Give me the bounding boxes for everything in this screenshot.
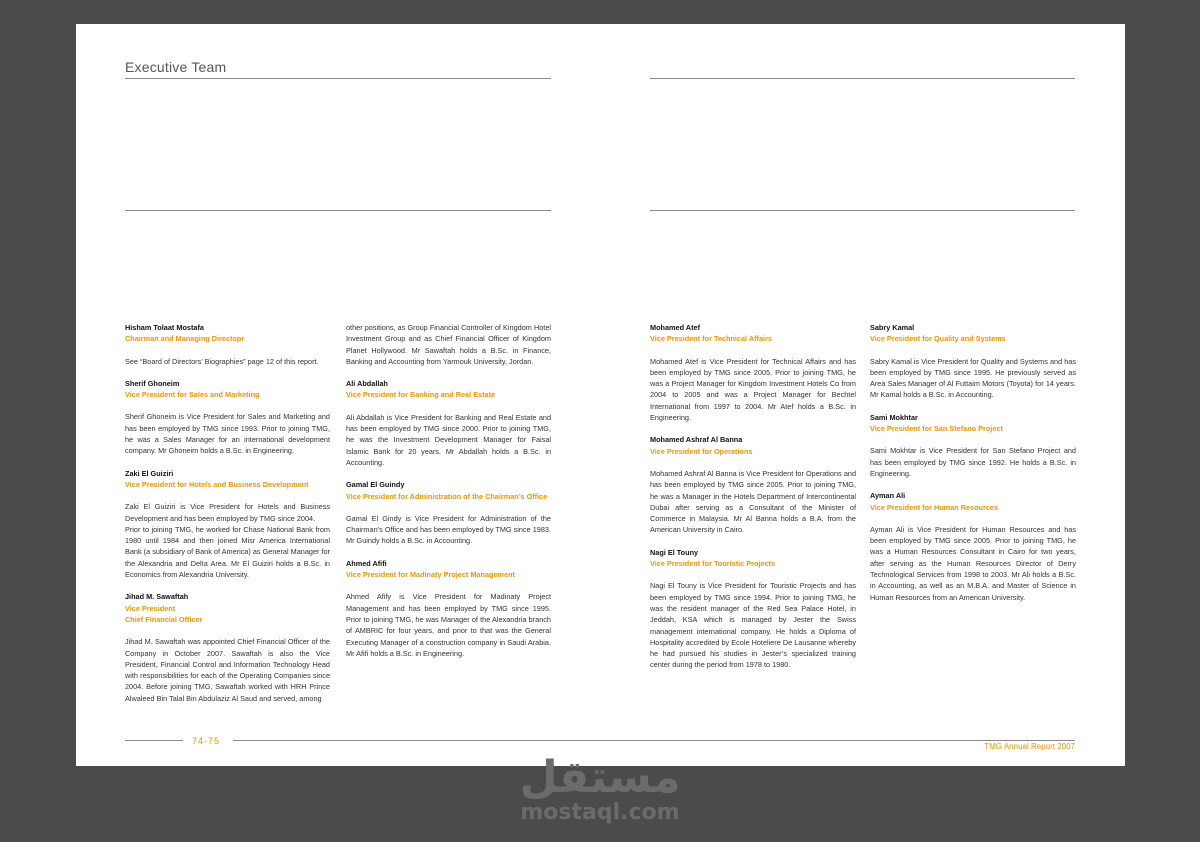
executive-role: Chairman and Managing Directopr bbox=[125, 334, 245, 344]
executive-bio: Nagi El Touny is Vice President for Touristic Projects and has been employed by TMG since 1994. Prior to joining TMG, he was the resident manager of the Red Sea Palace Hotel, in Jeddah, KSA which is managed by Jester the Swiss management international company. He holds a Diploma of Hospitality accredited by Ecole Hoteliere De Lausanne whereby he had pursued his studies in Jester’s specialized training center during the period from 1978 to 1980. bbox=[650, 581, 856, 670]
executive-role: Vice President for Operations bbox=[650, 446, 753, 456]
executive-name: Ayman Ali bbox=[870, 491, 906, 501]
executive-entry bbox=[650, 434, 856, 535]
executive-name: Zaki El Guiziri bbox=[125, 468, 174, 478]
report-spread bbox=[76, 24, 1125, 766]
watermark-arabic: مستقل bbox=[519, 752, 681, 803]
footer-rule-a bbox=[125, 740, 183, 741]
executive-role: Vice President for Quality and Systems bbox=[870, 334, 1006, 344]
executive-bio: See “Board of Directors’ Biographies” page 12 of this report. bbox=[125, 356, 319, 366]
watermark-latin: mostaql.com bbox=[520, 800, 680, 825]
executive-bio: Zaki El Guiziri is Vice President for Hotels and Business Development and has been employed by TMG since 2004. Prior to joining TMG, he worked for Chase National Bank from 1980 until 1984 and then joined Misr America International Bank (a subsidiary of Bank of America) as General Manager for the Alexandria and Delta Area. Mr El Guiziri holds a B.Sc. in Economics from Alexandria University. bbox=[125, 502, 330, 580]
bio-column-2 bbox=[346, 322, 551, 670]
executive-entry bbox=[870, 490, 1076, 603]
executive-name: Jihad M. Sawaftah bbox=[125, 592, 189, 602]
executive-entry bbox=[346, 479, 551, 546]
page-title: Executive Team bbox=[125, 59, 227, 75]
footer-rule-b bbox=[233, 740, 1075, 741]
executive-entry bbox=[346, 378, 551, 468]
executive-role: Vice President for Hotels and Business Development bbox=[125, 479, 309, 489]
continued-bio-text: other positions, as Group Financial Controller of Kingdom Hotel Investment Group and as Chief Financial Officer of Kingdom Planet Hollywood. Mr Sawaftah holds a B.Sc. in Finance, Banking and Accounting from Yarmouk University, Jordan. bbox=[346, 323, 551, 366]
page-numbers: 74-75 bbox=[192, 736, 221, 746]
executive-role: Vice President for Touristic Projects bbox=[650, 559, 776, 569]
executive-role: Vice President for Technical Affairs bbox=[650, 334, 772, 344]
photo-rule-right bbox=[650, 210, 1075, 211]
executive-bio: Sami Mokhtar is Vice President for San Stefano Project and has been employed by TMG since 1992. He holds a B.Sc. in Engineering. bbox=[870, 446, 1076, 478]
executive-name: Mohamed Ashraf Al Banna bbox=[650, 435, 743, 445]
executive-role: Chief Financial Officer bbox=[125, 614, 203, 624]
executive-bio: Ayman Ali is Vice President for Human Resources and has been employed by TMG since 2005. Prior to joining TMG, he was a Human Resources Consultant in Cairo for two years, after serving as the Human Resources Director of Derry Technological Services from 1998 to 2003. Mr Ali holds a B.Sc. in Accounting, as well as an M.B.A. and Master of Science in Human Resources from an American University. bbox=[870, 524, 1076, 602]
executive-name: Ahmed Afifi bbox=[346, 558, 387, 568]
executive-entry bbox=[125, 591, 330, 704]
executive-role: Vice President for Madinaty Project Management bbox=[346, 570, 515, 580]
executive-entry bbox=[650, 547, 856, 671]
executive-name: Sami Mokhtar bbox=[870, 412, 918, 422]
top-rule-left bbox=[125, 78, 551, 79]
photo-rule-left bbox=[125, 210, 551, 211]
executive-role: Vice President for Administration of the Chairman’s Office bbox=[346, 491, 548, 501]
executive-entry bbox=[125, 468, 330, 581]
executive-entry bbox=[125, 322, 330, 367]
executive-name: Mohamed Atef bbox=[650, 323, 700, 332]
report-name: TMG Annual Report 2007 bbox=[984, 742, 1075, 751]
executive-role: Vice President for Human Resources bbox=[870, 502, 999, 512]
executive-entry bbox=[650, 322, 856, 423]
bio-column-4 bbox=[870, 322, 1076, 614]
executive-role: Vice President for San Stefano Project bbox=[870, 424, 1003, 434]
executive-name: Sherif Ghoneim bbox=[125, 378, 180, 388]
executive-role: Vice President bbox=[125, 603, 176, 613]
executive-bio: Ali Abdallah is Vice President for Banking and Real Estate and has been employed by TMG since 2000. Prior to joining TMG, he was the Investment Development Manager for Faisal Islamic Bank for 20 years. Mr Abdallah holds a B.Sc. in Accounting. bbox=[346, 412, 551, 467]
bio-column-1 bbox=[125, 322, 330, 715]
executive-role: Vice President for Sales and Marketing bbox=[125, 390, 260, 400]
executive-name: Gamal El Guindy bbox=[346, 480, 405, 490]
bio-column-3 bbox=[650, 322, 856, 682]
executive-bio: Ahmed Afify is Vice President for Madinaty Project Management and has been employed by TMG since 1995. Prior to joining TMG, he was Manager of the Alexandria branch of AMBRIC for four years, and prior to that was the General Executing Manager of a construction company in Saudi Arabia. Mr Afifi holds a B.Sc. in Engineering. bbox=[346, 592, 551, 658]
executive-bio: Mohamed Ashraf Al Banna is Vice President for Operations and has been employed by TMG since 2005. Prior to joining TMG, he was a Manager in the Hotels Department of Intercontinental Dubai after serving as a Consultant of the Minister of Commerce in Malaysia. Mr Al Banna holds a B.A. from the American University in Cairo. bbox=[650, 468, 856, 535]
executive-entry bbox=[870, 322, 1076, 401]
executive-bio: Sherif Ghoneim is Vice President for Sales and Marketing and has been employed by TMG since 1993. Prior to joining TMG, he was a Sales Manager for an international development company. Mr Ghoneim holds a B.Sc. in Engineering. bbox=[125, 412, 330, 456]
executive-name: Hisham Tolaat Mostafa bbox=[125, 323, 204, 332]
executive-entry bbox=[346, 558, 551, 659]
executive-bio: Jihad M. Sawaftah was appointed Chief Financial Officer of the Company in October 2007. Sawaftah is also the Vice President, Financial Control and Information Technology Head with responsibilities for each of the Operating Companies since 2004. Before joining TMG, Sawaftah worked with HRH Prince Alwaleed Bin Talal Bin Abdulaziz Al Saud and served, among bbox=[125, 637, 330, 703]
executive-name: Ali Abdallah bbox=[346, 379, 388, 389]
executive-entry bbox=[125, 378, 330, 457]
top-rule-right bbox=[650, 78, 1075, 79]
executive-entry bbox=[870, 412, 1076, 479]
executive-role: Vice President for Banking and Real Estate bbox=[346, 390, 496, 400]
executive-bio: Gamal El Gindy is Vice President for Administration of the Chairman’s Office and has been employed by TMG since 1983. Mr Guindy holds a B.Sc. in Accounting. bbox=[346, 513, 551, 546]
executive-name: Nagi El Touny bbox=[650, 547, 699, 557]
executive-bio: Sabry Kamal is Vice President for Quality and Systems and has been employed by TMG since 1995. He previously served as Area Sales Manager of Al Futtaim Motors (Toyota) for 14 years. Mr Kamal holds a B.Sc. in Accounting. bbox=[870, 356, 1076, 400]
executive-name: Sabry Kamal bbox=[870, 323, 915, 332]
executive-bio: Mohamed Atef is Vice President for Technical Affairs and has been employed by TMG since 2005. Prior to joining TMG, he was a Project Manager for Kingdom Investment Hotels Co from 2004 to 2005 and was a Project Manager for Bechtel International from 1997 to 2004. Mr Atef holds a B.Sc. in Engineering. bbox=[650, 356, 856, 423]
